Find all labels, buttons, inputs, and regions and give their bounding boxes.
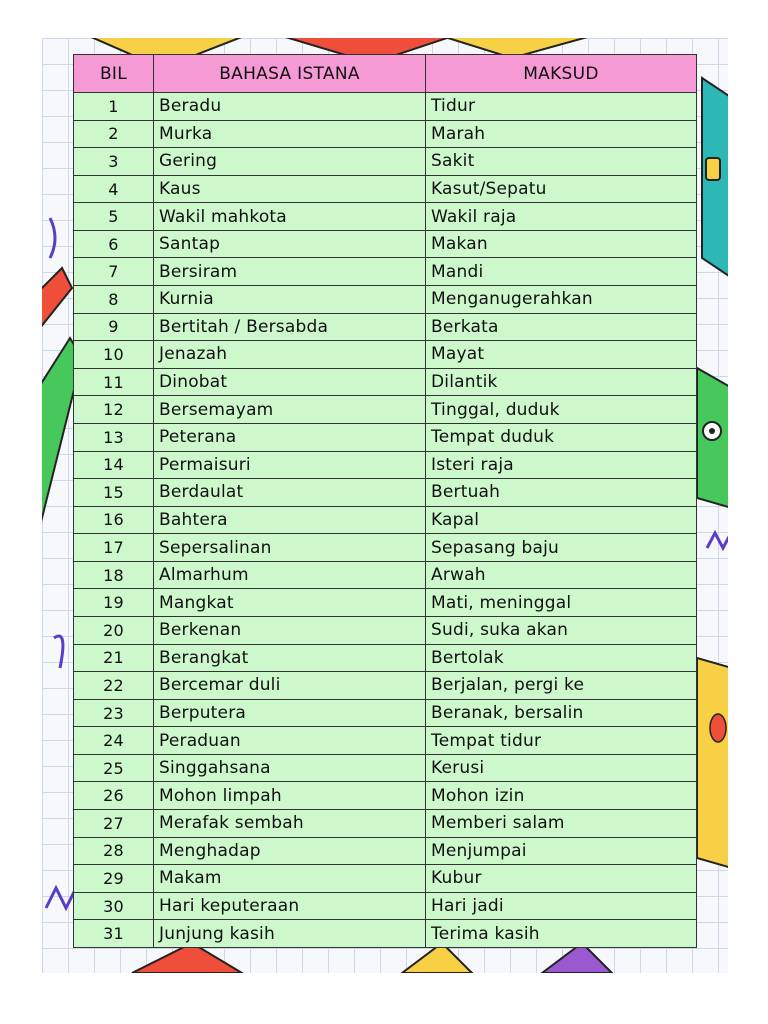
cell-maksud: Kerusi bbox=[426, 754, 697, 782]
cell-bahasa-istana: Peraduan bbox=[154, 727, 426, 755]
table-row bbox=[74, 341, 697, 369]
table-row bbox=[74, 479, 697, 507]
cell-bahasa-istana: Almarhum bbox=[154, 561, 426, 589]
table-row bbox=[74, 203, 697, 231]
cell-bil: 17 bbox=[74, 534, 154, 562]
table-header-row bbox=[74, 55, 697, 93]
cell-bil: 28 bbox=[74, 837, 154, 865]
cell-maksud: Hari jadi bbox=[426, 892, 697, 920]
table-row bbox=[74, 451, 697, 479]
cell-maksud: Tempat tidur bbox=[426, 727, 697, 755]
cell-bahasa-istana: Hari keputeraan bbox=[154, 892, 426, 920]
cell-maksud: Marah bbox=[426, 120, 697, 148]
cell-maksud: Mayat bbox=[426, 341, 697, 369]
cell-maksud: Kubur bbox=[426, 865, 697, 893]
cell-bil: 24 bbox=[74, 727, 154, 755]
cell-bahasa-istana: Berputera bbox=[154, 699, 426, 727]
cell-maksud: Dilantik bbox=[426, 368, 697, 396]
cell-bil: 7 bbox=[74, 258, 154, 286]
cell-bil: 20 bbox=[74, 616, 154, 644]
table-row bbox=[74, 561, 697, 589]
cell-bil: 11 bbox=[74, 368, 154, 396]
table-row bbox=[74, 148, 697, 176]
cell-maksud: Arwah bbox=[426, 561, 697, 589]
table-row bbox=[74, 506, 697, 534]
cell-bahasa-istana: Sepersalinan bbox=[154, 534, 426, 562]
table-row bbox=[74, 258, 697, 286]
cell-bahasa-istana: Beradu bbox=[154, 93, 426, 121]
cell-bil: 21 bbox=[74, 644, 154, 672]
cell-bahasa-istana: Mohon limpah bbox=[154, 782, 426, 810]
cell-maksud: Sepasang baju bbox=[426, 534, 697, 562]
cell-bahasa-istana: Santap bbox=[154, 230, 426, 258]
table-row bbox=[74, 93, 697, 121]
table-row bbox=[74, 672, 697, 700]
cell-maksud: Tidur bbox=[426, 93, 697, 121]
table-row bbox=[74, 920, 697, 948]
cell-bahasa-istana: Bahtera bbox=[154, 506, 426, 534]
cell-maksud: Mandi bbox=[426, 258, 697, 286]
table-row bbox=[74, 286, 697, 314]
cell-maksud: Berkata bbox=[426, 313, 697, 341]
table-row bbox=[74, 727, 697, 755]
cell-maksud: Wakil raja bbox=[426, 203, 697, 231]
table-row bbox=[74, 589, 697, 617]
cell-bil: 25 bbox=[74, 754, 154, 782]
cell-bahasa-istana: Makam bbox=[154, 865, 426, 893]
cell-maksud: Memberi salam bbox=[426, 810, 697, 838]
cell-bil: 14 bbox=[74, 451, 154, 479]
cell-bahasa-istana: Singgahsana bbox=[154, 754, 426, 782]
header-bil: BIL bbox=[74, 55, 154, 93]
table-row bbox=[74, 120, 697, 148]
cell-bil: 19 bbox=[74, 589, 154, 617]
cell-maksud: Sudi, suka akan bbox=[426, 616, 697, 644]
cell-bil: 30 bbox=[74, 892, 154, 920]
table-row bbox=[74, 534, 697, 562]
cell-bil: 1 bbox=[74, 93, 154, 121]
cell-bahasa-istana: Murka bbox=[154, 120, 426, 148]
cell-maksud: Kasut/Sepatu bbox=[426, 175, 697, 203]
cell-maksud: Tempat duduk bbox=[426, 423, 697, 451]
cell-maksud: Tinggal, duduk bbox=[426, 396, 697, 424]
cell-bahasa-istana: Gering bbox=[154, 148, 426, 176]
bahasa-istana-table-container bbox=[73, 54, 696, 948]
cell-bahasa-istana: Mangkat bbox=[154, 589, 426, 617]
cell-bahasa-istana: Bersemayam bbox=[154, 396, 426, 424]
cell-bahasa-istana: Kurnia bbox=[154, 286, 426, 314]
table-row bbox=[74, 368, 697, 396]
table-row bbox=[74, 616, 697, 644]
cell-bahasa-istana: Dinobat bbox=[154, 368, 426, 396]
table-row bbox=[74, 782, 697, 810]
cell-bahasa-istana: Peterana bbox=[154, 423, 426, 451]
cell-maksud: Isteri raja bbox=[426, 451, 697, 479]
cell-bil: 4 bbox=[74, 175, 154, 203]
table-row bbox=[74, 175, 697, 203]
cell-bahasa-istana: Bersiram bbox=[154, 258, 426, 286]
table-row bbox=[74, 644, 697, 672]
header-bahasa-istana: BAHASA ISTANA bbox=[154, 55, 426, 93]
table-row bbox=[74, 754, 697, 782]
cell-bahasa-istana: Berkenan bbox=[154, 616, 426, 644]
cell-bahasa-istana: Kaus bbox=[154, 175, 426, 203]
cell-maksud: Makan bbox=[426, 230, 697, 258]
cell-bil: 12 bbox=[74, 396, 154, 424]
cell-bil: 29 bbox=[74, 865, 154, 893]
cell-maksud: Mati, meninggal bbox=[426, 589, 697, 617]
cell-bil: 27 bbox=[74, 810, 154, 838]
table-body bbox=[74, 93, 697, 948]
table-row bbox=[74, 423, 697, 451]
cell-maksud: Bertolak bbox=[426, 644, 697, 672]
cell-bahasa-istana: Berangkat bbox=[154, 644, 426, 672]
cell-bahasa-istana: Menghadap bbox=[154, 837, 426, 865]
cell-bil: 10 bbox=[74, 341, 154, 369]
bahasa-istana-table bbox=[73, 54, 697, 948]
cell-bahasa-istana: Merafak sembah bbox=[154, 810, 426, 838]
cell-bil: 5 bbox=[74, 203, 154, 231]
cell-bahasa-istana: Wakil mahkota bbox=[154, 203, 426, 231]
cell-bil: 8 bbox=[74, 286, 154, 314]
table-row bbox=[74, 865, 697, 893]
cell-maksud: Sakit bbox=[426, 148, 697, 176]
cell-maksud: Berjalan, pergi ke bbox=[426, 672, 697, 700]
cell-bahasa-istana: Permaisuri bbox=[154, 451, 426, 479]
cell-bahasa-istana: Junjung kasih bbox=[154, 920, 426, 948]
cell-maksud: Menganugerahkan bbox=[426, 286, 697, 314]
cell-bil: 18 bbox=[74, 561, 154, 589]
cell-bil: 16 bbox=[74, 506, 154, 534]
cell-bil: 2 bbox=[74, 120, 154, 148]
cell-maksud: Kapal bbox=[426, 506, 697, 534]
cell-bil: 15 bbox=[74, 479, 154, 507]
cell-maksud: Bertuah bbox=[426, 479, 697, 507]
table-row bbox=[74, 699, 697, 727]
cell-maksud: Menjumpai bbox=[426, 837, 697, 865]
cell-bil: 22 bbox=[74, 672, 154, 700]
cell-maksud: Mohon izin bbox=[426, 782, 697, 810]
cell-bil: 13 bbox=[74, 423, 154, 451]
cell-maksud: Beranak, bersalin bbox=[426, 699, 697, 727]
cell-maksud: Terima kasih bbox=[426, 920, 697, 948]
cell-bil: 31 bbox=[74, 920, 154, 948]
header-maksud: MAKSUD bbox=[426, 55, 697, 93]
cell-bahasa-istana: Bertitah / Bersabda bbox=[154, 313, 426, 341]
cell-bil: 9 bbox=[74, 313, 154, 341]
table-row bbox=[74, 892, 697, 920]
table-row bbox=[74, 810, 697, 838]
cell-bahasa-istana: Jenazah bbox=[154, 341, 426, 369]
table-row bbox=[74, 230, 697, 258]
table-row bbox=[74, 313, 697, 341]
cell-bil: 3 bbox=[74, 148, 154, 176]
cell-bil: 6 bbox=[74, 230, 154, 258]
cell-bil: 23 bbox=[74, 699, 154, 727]
cell-bil: 26 bbox=[74, 782, 154, 810]
cell-bahasa-istana: Bercemar duli bbox=[154, 672, 426, 700]
cell-bahasa-istana: Berdaulat bbox=[154, 479, 426, 507]
table-row bbox=[74, 837, 697, 865]
table-row bbox=[74, 396, 697, 424]
